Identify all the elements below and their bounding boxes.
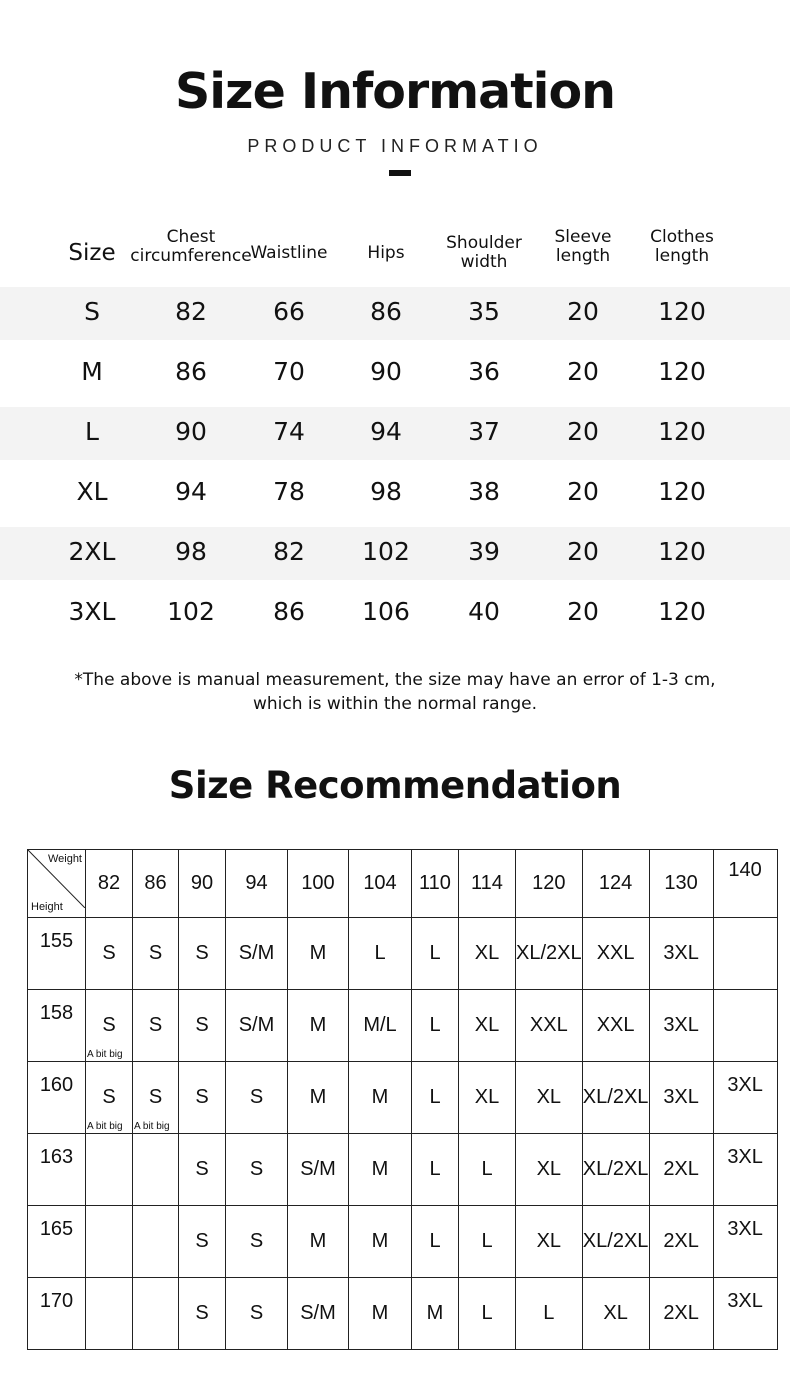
recommended-size-cell [288, 1206, 349, 1278]
size-table-cell: 20 [567, 537, 599, 566]
size-table-cell: 66 [273, 297, 305, 326]
recommended-size-label: S/M [238, 1014, 275, 1036]
size-table-cell: 94 [175, 477, 207, 506]
height-axis-label: Height [31, 901, 63, 913]
recommended-size-cell [288, 918, 349, 990]
recommended-size-cell [582, 1278, 649, 1350]
height-header-cell: 155 [28, 918, 86, 990]
size-table-header-line: width [460, 252, 508, 272]
size-table-cell: 20 [567, 357, 599, 386]
recommended-size-cell [226, 1206, 288, 1278]
weight-header-cell: 130 [649, 850, 713, 918]
size-table-header-line: Waistline [250, 243, 328, 263]
weight-header-cell: 94 [226, 850, 288, 918]
recommended-size-cell [459, 1278, 516, 1350]
size-table-cell: 102 [362, 537, 410, 566]
recommended-size-cell [86, 1278, 133, 1350]
recommended-size-label: S [148, 1086, 163, 1108]
size-table-cell: 82 [175, 297, 207, 326]
recommended-size-label: S [249, 1302, 264, 1324]
recommended-size-cell [649, 1134, 713, 1206]
recommended-size-label: XXL [596, 1014, 635, 1036]
size-table-cell: 38 [468, 477, 500, 506]
recommended-size-cell [582, 1206, 649, 1278]
recommended-size-cell [179, 1062, 226, 1134]
recommended-size-label: 3XL [663, 942, 699, 964]
recommended-size-cell [649, 1062, 713, 1134]
recommended-size-cell [133, 1134, 179, 1206]
recommended-size-cell [349, 990, 412, 1062]
recommended-size-cell [179, 990, 226, 1062]
recommended-size-label: XXL [596, 942, 635, 964]
recommended-size-label: M [309, 1014, 327, 1036]
grid-row [28, 1062, 778, 1134]
recommended-size-cell [713, 1062, 777, 1134]
recommended-size-cell [349, 918, 412, 990]
recommended-size-cell [412, 1278, 459, 1350]
height-header-cell: 170 [28, 1278, 86, 1350]
recommended-size-cell [179, 1278, 226, 1350]
recommended-size-cell [516, 1134, 583, 1206]
size-table-header [612, 228, 752, 266]
size-table-cell: 74 [273, 417, 305, 446]
size-table-cell: 20 [567, 477, 599, 506]
recommended-size-cell [133, 990, 179, 1062]
size-table-cell: 120 [658, 477, 706, 506]
recommended-size-cell [226, 990, 288, 1062]
recommended-size-label: 3XL [727, 1290, 763, 1312]
recommended-size-cell [226, 1062, 288, 1134]
recommended-size-cell [459, 1206, 516, 1278]
recommended-size-label: L [429, 942, 441, 964]
size-table-cell: 98 [370, 477, 402, 506]
size-table-header-line: Clothes [650, 227, 714, 247]
recommended-size-label: 3XL [727, 1074, 763, 1096]
size-table-cell: 120 [658, 297, 706, 326]
recommended-size-label: S [195, 942, 209, 964]
size-information-title: Size Information [174, 63, 616, 120]
size-table-cell: 120 [658, 417, 706, 446]
height-header-cell: 158 [28, 990, 86, 1062]
recommended-size-label: S [195, 1086, 209, 1108]
recommended-size-cell [582, 918, 649, 990]
recommended-size-label: L [429, 1014, 441, 1036]
size-table-cell: 90 [175, 417, 207, 446]
recommended-size-label: S [195, 1230, 209, 1252]
recommended-size-cell [288, 1278, 349, 1350]
recommended-size-cell [516, 1278, 583, 1350]
recommended-size-label: L [481, 1158, 493, 1180]
size-table-cell: 98 [175, 537, 207, 566]
recommended-size-label: M [426, 1302, 444, 1324]
title-divider [389, 170, 411, 176]
size-table-cell: 82 [273, 537, 305, 566]
recommended-size-label: XL [474, 1014, 500, 1036]
recommended-size-label: XL/2XL [582, 1230, 649, 1252]
measurement-note-line-1: *The above is manual measurement, the size may have an error of 1-3 cm, [74, 670, 716, 690]
recommended-size-label: M [309, 942, 327, 964]
recommended-size-cell [86, 990, 133, 1062]
size-table-cell: 120 [658, 357, 706, 386]
size-table-header-line: length [555, 246, 611, 266]
size-table-cell: 20 [567, 417, 599, 446]
measurement-note-line-2: which is within the normal range. [253, 694, 537, 714]
recommended-size-cell [288, 990, 349, 1062]
height-header-cell: 163 [28, 1134, 86, 1206]
recommended-size-label: 2XL [663, 1158, 699, 1180]
recommended-size-label: M [371, 1302, 389, 1324]
recommended-size-label: S [102, 1086, 116, 1108]
recommended-size-label: S [249, 1230, 264, 1252]
weight-header-cell: 114 [459, 850, 516, 918]
grid-row [28, 1278, 778, 1350]
size-table-header-line: Chest [166, 227, 216, 247]
size-table-cell: 40 [468, 597, 500, 626]
recommended-size-cell [133, 1206, 179, 1278]
size-table-size-label: XL [76, 477, 108, 506]
recommended-size-label: S/M [300, 1302, 336, 1324]
size-table-header-line: circumference [130, 246, 252, 266]
size-table-cell: 70 [273, 357, 305, 386]
size-table-cell: 36 [468, 357, 500, 386]
recommended-size-cell [412, 1062, 459, 1134]
recommended-size-label: S/M [238, 942, 275, 964]
size-table-cell: 120 [658, 597, 706, 626]
recommended-size-cell [713, 1278, 777, 1350]
recommended-size-label: XL/2XL [516, 942, 582, 964]
recommended-size-label: XL/2XL [582, 1086, 649, 1108]
recommended-size-label: XL/2XL [582, 1158, 649, 1180]
weight-header-cell: 86 [133, 850, 179, 918]
weight-header-cell: 104 [349, 850, 412, 918]
recommended-size-label: S [195, 1302, 209, 1324]
grid-row [28, 1206, 778, 1278]
recommended-size-label: XL [474, 1086, 500, 1108]
size-table-header-line: Shoulder [446, 233, 522, 253]
recommended-size-label: M [371, 1230, 389, 1252]
size-table-size-label: 3XL [68, 597, 116, 626]
recommended-size-cell [226, 1278, 288, 1350]
size-table-header-line: Size [68, 240, 116, 266]
weight-header-cell: 82 [86, 850, 133, 918]
recommended-size-cell [349, 1134, 412, 1206]
recommended-size-label: M/L [363, 1014, 397, 1036]
recommended-size-label: S [195, 1158, 209, 1180]
recommended-size-cell [133, 1062, 179, 1134]
recommended-size-cell [649, 990, 713, 1062]
grid-corner-cell [28, 850, 86, 918]
recommended-size-label: 2XL [663, 1302, 699, 1324]
recommended-size-label: L [543, 1302, 555, 1324]
recommended-size-cell [713, 1134, 777, 1206]
size-table-cell: 78 [273, 477, 305, 506]
size-table-cell: 20 [567, 597, 599, 626]
size-table-header-line: length [654, 246, 710, 266]
weight-header-cell: 90 [179, 850, 226, 918]
recommended-size-cell [179, 1206, 226, 1278]
recommended-size-label: 3XL [663, 1014, 699, 1036]
recommended-size-cell [226, 1134, 288, 1206]
a-bit-big-note: A bit big [87, 1121, 123, 1132]
weight-header-cell: 100 [288, 850, 349, 918]
recommended-size-cell [86, 1206, 133, 1278]
recommended-size-cell [459, 918, 516, 990]
recommended-size-cell [713, 1206, 777, 1278]
recommended-size-cell [582, 990, 649, 1062]
recommended-size-label: S/M [300, 1158, 336, 1180]
size-recommendation-title: Size Recommendation [168, 764, 622, 807]
recommended-size-cell [516, 918, 583, 990]
grid-row [28, 918, 778, 990]
size-table-cell: 20 [567, 297, 599, 326]
recommended-size-cell [179, 1134, 226, 1206]
size-table-header-line: Hips [367, 243, 405, 263]
recommended-size-cell [86, 1062, 133, 1134]
recommended-size-cell [288, 1062, 349, 1134]
recommended-size-cell [288, 1134, 349, 1206]
size-table-cell: 39 [468, 537, 500, 566]
recommended-size-cell [459, 1134, 516, 1206]
recommended-size-label: L [481, 1302, 493, 1324]
recommended-size-label: 2XL [663, 1230, 699, 1252]
recommended-size-label: L [429, 1230, 441, 1252]
recommended-size-label: S [148, 942, 163, 964]
recommended-size-cell [133, 918, 179, 990]
weight-header-cell: 140 [713, 850, 777, 918]
recommended-size-cell [516, 1206, 583, 1278]
recommended-size-cell [86, 1134, 133, 1206]
recommended-size-label: M [371, 1158, 389, 1180]
recommended-size-cell [649, 1278, 713, 1350]
recommended-size-label: XL [536, 1230, 562, 1252]
size-table-header-line: Sleeve [554, 227, 612, 247]
recommended-size-label: S [148, 1014, 163, 1036]
recommended-size-cell [412, 918, 459, 990]
size-table-cell: 35 [468, 297, 500, 326]
recommended-size-cell [412, 1134, 459, 1206]
size-table-cell: 90 [370, 357, 402, 386]
recommended-size-label: S [102, 942, 116, 964]
weight-header-cell: 120 [516, 850, 583, 918]
grid-header-row [28, 850, 778, 918]
weight-header-cell: 124 [582, 850, 649, 918]
weight-header-cell: 110 [412, 850, 459, 918]
size-table-cell: 102 [167, 597, 215, 626]
height-header-cell: 160 [28, 1062, 86, 1134]
size-recommendation-grid [27, 849, 778, 1350]
size-table-cell: 86 [370, 297, 402, 326]
recommended-size-cell [412, 1206, 459, 1278]
recommended-size-cell [713, 918, 777, 990]
size-table-size-label: L [85, 417, 99, 446]
recommended-size-cell [179, 918, 226, 990]
size-table-cell: 37 [468, 417, 500, 446]
size-table-cell: 86 [273, 597, 305, 626]
recommended-size-cell [412, 990, 459, 1062]
recommended-size-cell [582, 1062, 649, 1134]
recommended-size-cell [459, 1062, 516, 1134]
recommended-size-label: M [309, 1230, 327, 1252]
recommended-size-label: XL [603, 1302, 628, 1324]
a-bit-big-note: A bit big [87, 1049, 123, 1060]
size-table-cell: 86 [175, 357, 207, 386]
recommended-size-label: S [249, 1086, 264, 1108]
recommended-size-cell [226, 918, 288, 990]
recommended-size-label: L [429, 1158, 441, 1180]
product-information-subtitle: PRODUCT INFORMATIO [247, 136, 543, 156]
a-bit-big-note: A bit big [134, 1121, 170, 1132]
recommended-size-label: S [249, 1158, 264, 1180]
recommended-size-cell [349, 1278, 412, 1350]
recommended-size-cell [349, 1206, 412, 1278]
recommended-size-label: XL [536, 1086, 562, 1108]
weight-axis-label: Weight [47, 853, 82, 865]
recommended-size-cell [459, 990, 516, 1062]
recommended-size-label: L [429, 1086, 441, 1108]
recommended-size-label: XL [474, 942, 500, 964]
grid-row [28, 990, 778, 1062]
size-table-cell: 94 [370, 417, 402, 446]
grid-row [28, 1134, 778, 1206]
recommended-size-label: 3XL [727, 1218, 763, 1240]
measurement-note [0, 668, 790, 716]
recommended-size-label: S [195, 1014, 209, 1036]
recommended-size-label: M [309, 1086, 327, 1108]
height-header-cell: 165 [28, 1206, 86, 1278]
recommended-size-label: 3XL [663, 1086, 699, 1108]
recommended-size-cell [713, 990, 777, 1062]
recommended-size-cell [133, 1278, 179, 1350]
recommended-size-cell [649, 1206, 713, 1278]
size-table-cell: 106 [362, 597, 410, 626]
recommended-size-cell [516, 990, 583, 1062]
recommended-size-cell [86, 918, 133, 990]
recommended-size-cell [649, 918, 713, 990]
recommended-size-cell [516, 1062, 583, 1134]
recommended-size-label: L [481, 1230, 493, 1252]
recommended-size-label: XL [536, 1158, 562, 1180]
recommended-size-cell [349, 1062, 412, 1134]
recommended-size-label: XXL [529, 1014, 568, 1036]
recommended-size-cell [582, 1134, 649, 1206]
size-table-size-label: 2XL [68, 537, 116, 566]
recommended-size-label: L [374, 942, 386, 964]
recommended-size-label: S [102, 1014, 116, 1036]
recommended-size-label: M [371, 1086, 389, 1108]
size-table-cell: 120 [658, 537, 706, 566]
size-table-size-label: S [84, 297, 100, 326]
size-table-size-label: M [81, 357, 103, 386]
recommended-size-label: 3XL [727, 1146, 763, 1168]
